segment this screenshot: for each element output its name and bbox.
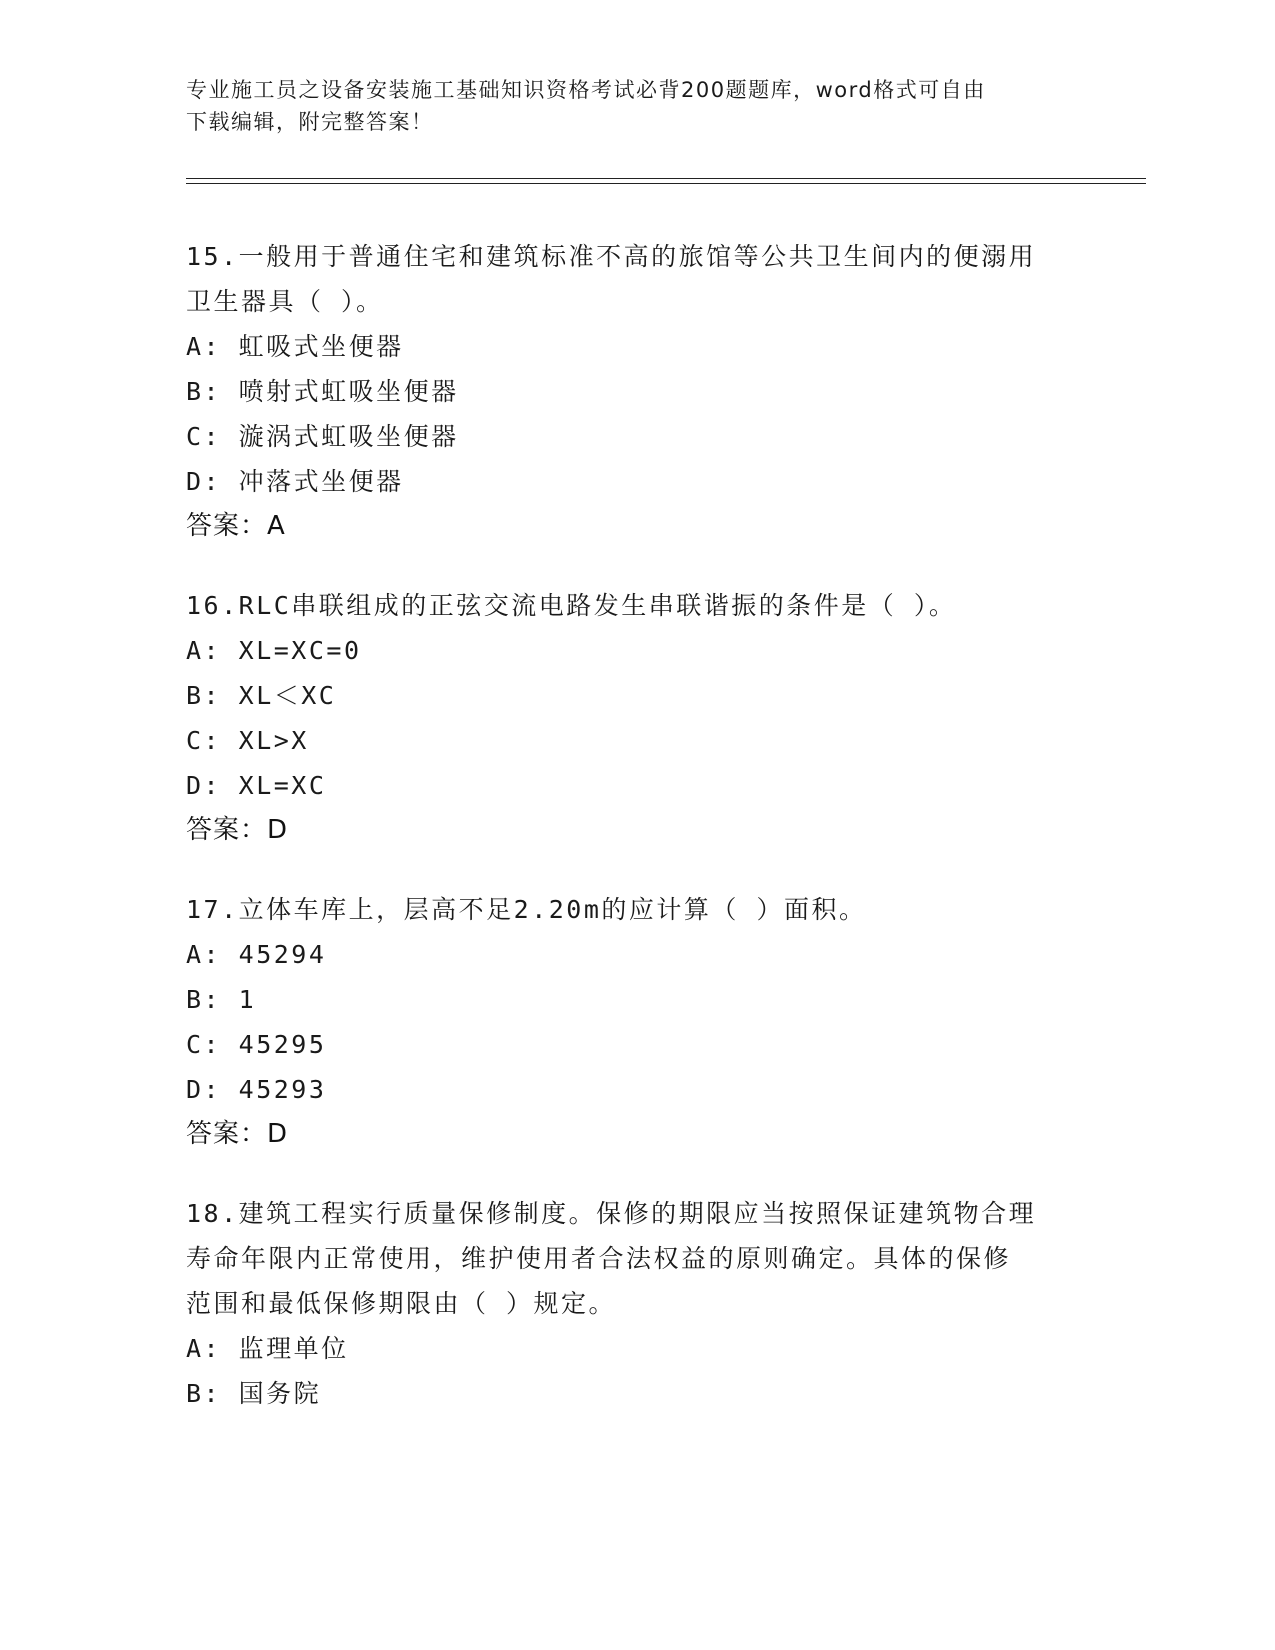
question-15 — [186, 234, 1086, 549]
option-a: A: XL=XC=0 — [186, 636, 362, 665]
document-header — [186, 74, 1066, 138]
question-stem-line: 15.一般用于普通住宅和建筑标准不高的旅馆等公共卫生间内的便溺用 — [186, 242, 1037, 271]
option-c: C: 漩涡式虹吸坐便器 — [186, 422, 459, 451]
question-stem-line: 范围和最低保修期限由（ ）规定。 — [186, 1289, 617, 1318]
answer: 答案：D — [186, 1119, 289, 1149]
header-divider-bottom — [186, 183, 1146, 184]
option-d: D: 冲落式坐便器 — [186, 467, 404, 496]
question-18 — [186, 1191, 1086, 1416]
option-c: C: XL>X — [186, 726, 309, 755]
header-divider-top — [186, 178, 1146, 179]
option-b: B: 1 — [186, 985, 257, 1014]
option-b: B: XL＜XC — [186, 681, 337, 710]
option-a: A: 虹吸式坐便器 — [186, 332, 404, 361]
option-d: D: XL=XC — [186, 771, 327, 800]
header-line-2: 下载编辑，附完整答案！ — [186, 110, 434, 134]
question-stem-line: 17.立体车库上，层高不足2.20m的应计算（ ）面积。 — [186, 895, 867, 924]
option-c: C: 45295 — [186, 1030, 327, 1059]
option-b: B: 喷射式虹吸坐便器 — [186, 377, 459, 406]
answer: 答案：A — [186, 511, 286, 541]
question-list — [186, 234, 1086, 1450]
option-d: D: 45293 — [186, 1075, 327, 1104]
question-stem-line: 18.建筑工程实行质量保修制度。保修的期限应当按照保证建筑物合理 — [186, 1199, 1037, 1228]
option-b: B: 国务院 — [186, 1379, 322, 1408]
option-a: A: 45294 — [186, 940, 327, 969]
answer: 答案：D — [186, 815, 289, 845]
question-stem-line: 16.RLC串联组成的正弦交流电路发生串联谐振的条件是（ ）。 — [186, 591, 957, 620]
question-stem-line: 卫生器具（ ）。 — [186, 287, 384, 316]
question-17 — [186, 887, 1086, 1157]
header-line-1: 专业施工员之设备安装施工基础知识资格考试必背200题题库，word格式可自由 — [186, 78, 986, 102]
question-stem-line: 寿命年限内正常使用，维护使用者合法权益的原则确定。具体的保修 — [186, 1244, 1012, 1273]
question-16 — [186, 583, 1086, 853]
option-a: A: 监理单位 — [186, 1334, 349, 1363]
